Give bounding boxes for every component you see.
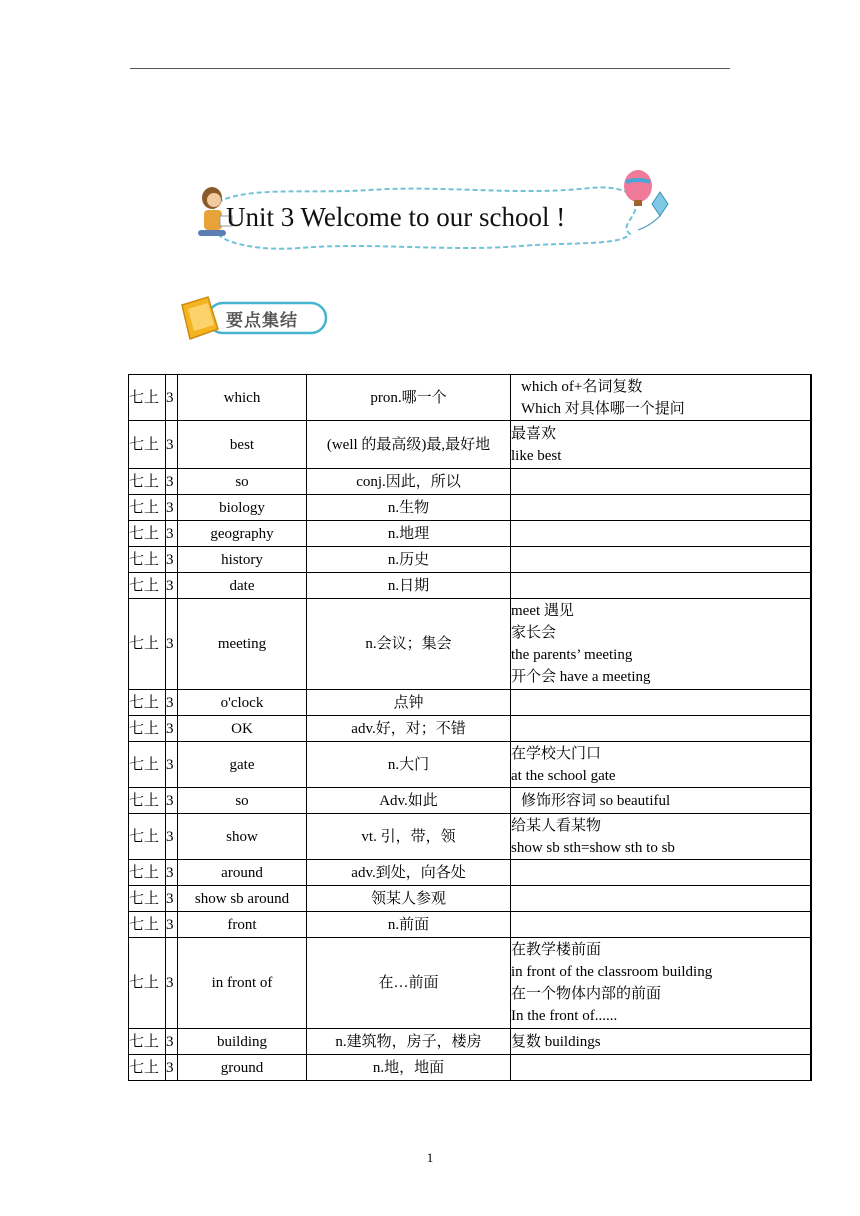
table-row [129,573,811,599]
unit-cell: 3 [166,573,178,599]
note-line: show sb sth=show sth to sb [511,839,675,856]
note-line: in front of the classroom building [511,964,713,980]
unit-cell: 3 [166,469,178,495]
note-line: 给某人看某物 [511,817,602,834]
meaning-cell: n.会议；集会 [307,599,511,690]
vocabulary-table-body [129,375,811,1081]
section-label: 要点集结 [226,311,298,331]
notes-cell [511,860,811,886]
table-row [129,938,811,1029]
note-line: 在一个物体内部的前面 [511,986,662,1002]
meaning-cell: Adv.如此 [307,788,511,814]
word-cell: best [178,421,307,469]
grade-cell: 七上 [129,375,166,421]
word-cell: OK [178,716,307,742]
meaning-cell: n.日期 [307,573,511,599]
table-row [129,690,811,716]
notes-cell [511,547,811,573]
unit-cell: 3 [166,938,178,1029]
unit-cell: 3 [166,495,178,521]
word-cell: history [178,547,307,573]
note-line: 最喜欢 [511,425,557,442]
page-number: 1 [426,1150,434,1165]
note-line: 修饰形容词 so beautiful [521,792,671,809]
notes-cell [511,521,811,547]
table-row [129,1029,811,1055]
vocabulary-table [128,374,812,1081]
hot-air-balloon-icon [624,170,652,206]
page-title: Unit 3 Welcome to our school ! [226,202,566,232]
grade-cell: 七上 [129,521,166,547]
section-badge [178,295,328,343]
word-cell: ground [178,1055,307,1081]
grade-cell: 七上 [129,1055,166,1081]
notes-cell [511,573,811,599]
note-line: at the school gate [511,767,616,784]
meaning-cell: adv.到处，向各处 [307,860,511,886]
meaning-cell: adv.好，对；不错 [307,716,511,742]
unit-title-banner [190,160,670,255]
grade-cell: 七上 [129,788,166,814]
meaning-cell: n.地，地面 [307,1055,511,1081]
note-line: In the front of...... [511,1008,618,1024]
table-row [129,860,811,886]
grade-cell: 七上 [129,469,166,495]
meaning-cell: n.大门 [307,742,511,788]
meaning-cell: 在…前面 [307,938,511,1029]
unit-cell: 3 [166,599,178,690]
table-row [129,742,811,788]
grade-cell: 七上 [129,547,166,573]
grade-cell: 七上 [129,886,166,912]
word-cell: in front of [178,938,307,1029]
meaning-cell: conj.因此，所以 [307,469,511,495]
notes-cell [511,599,811,690]
word-cell: around [178,860,307,886]
table-row [129,912,811,938]
grade-cell: 七上 [129,421,166,469]
word-cell: show sb around [178,886,307,912]
word-cell: show [178,814,307,860]
table-row [129,1055,811,1081]
meaning-cell: 点钟 [307,690,511,716]
unit-cell: 3 [166,860,178,886]
table-row [129,547,811,573]
table-row [129,716,811,742]
note-line: meet 遇见 [511,603,574,619]
table-row [129,375,811,421]
word-cell: so [178,788,307,814]
notes-cell [511,814,811,860]
meaning-cell: n.建筑物，房子，楼房 [307,1029,511,1055]
notes-cell [511,742,811,788]
unit-cell: 3 [166,521,178,547]
notes-cell [511,716,811,742]
unit-cell: 3 [166,547,178,573]
notes-cell [511,1029,811,1055]
word-cell: so [178,469,307,495]
meaning-cell: n.历史 [307,547,511,573]
unit-cell: 3 [166,886,178,912]
header-rule [130,68,730,69]
grade-cell: 七上 [129,599,166,690]
unit-cell: 3 [166,912,178,938]
note-line: 开个会 have a meeting [511,669,651,685]
table-row [129,814,811,860]
grade-cell: 七上 [129,690,166,716]
unit-cell: 3 [166,716,178,742]
table-row [129,469,811,495]
table-row [129,495,811,521]
grade-cell: 七上 [129,495,166,521]
note-line: 在教学楼前面 [511,942,602,958]
table-row [129,421,811,469]
word-cell: front [178,912,307,938]
notes-cell [511,886,811,912]
unit-cell: 3 [166,1055,178,1081]
note-line: the parents’ meeting [511,647,633,663]
unit-cell: 3 [166,742,178,788]
note-line: which of+名词复数 [521,378,643,395]
note-line: 在学校大门口 [511,745,602,762]
meaning-cell: n.生物 [307,495,511,521]
word-cell: biology [178,495,307,521]
notes-cell [511,690,811,716]
word-cell: meeting [178,599,307,690]
table-row [129,521,811,547]
grade-cell: 七上 [129,573,166,599]
notes-cell [511,912,811,938]
unit-cell: 3 [166,421,178,469]
notes-cell [511,495,811,521]
note-line: 复数 buildings [511,1033,601,1050]
notes-cell [511,469,811,495]
word-cell: geography [178,521,307,547]
grade-cell: 七上 [129,938,166,1029]
grade-cell: 七上 [129,1029,166,1055]
notes-cell [511,421,811,469]
meaning-cell: 领某人参观 [307,886,511,912]
meaning-cell: (well 的最高级)最,最好地 [307,421,511,469]
unit-cell: 3 [166,788,178,814]
grade-cell: 七上 [129,716,166,742]
table-row [129,886,811,912]
note-line: 家长会 [511,625,557,641]
grade-cell: 七上 [129,912,166,938]
notes-cell [511,1055,811,1081]
unit-cell: 3 [166,375,178,421]
meaning-cell: vt. 引，带，领 [307,814,511,860]
notes-cell [511,938,811,1029]
notes-cell [511,788,811,814]
table-row [129,599,811,690]
meaning-cell: n.前面 [307,912,511,938]
word-cell: gate [178,742,307,788]
notes-cell [511,375,811,421]
word-cell: building [178,1029,307,1055]
word-cell: which [178,375,307,421]
note-line: Which 对具体哪一个提问 [521,400,685,417]
unit-cell: 3 [166,690,178,716]
book-icon [182,297,218,339]
unit-cell: 3 [166,814,178,860]
grade-cell: 七上 [129,814,166,860]
table-row [129,788,811,814]
note-line: like best [511,447,562,464]
word-cell: o'clock [178,690,307,716]
word-cell: date [178,573,307,599]
unit-cell: 3 [166,1029,178,1055]
meaning-cell: pron.哪一个 [307,375,511,421]
meaning-cell: n.地理 [307,521,511,547]
grade-cell: 七上 [129,860,166,886]
grade-cell: 七上 [129,742,166,788]
